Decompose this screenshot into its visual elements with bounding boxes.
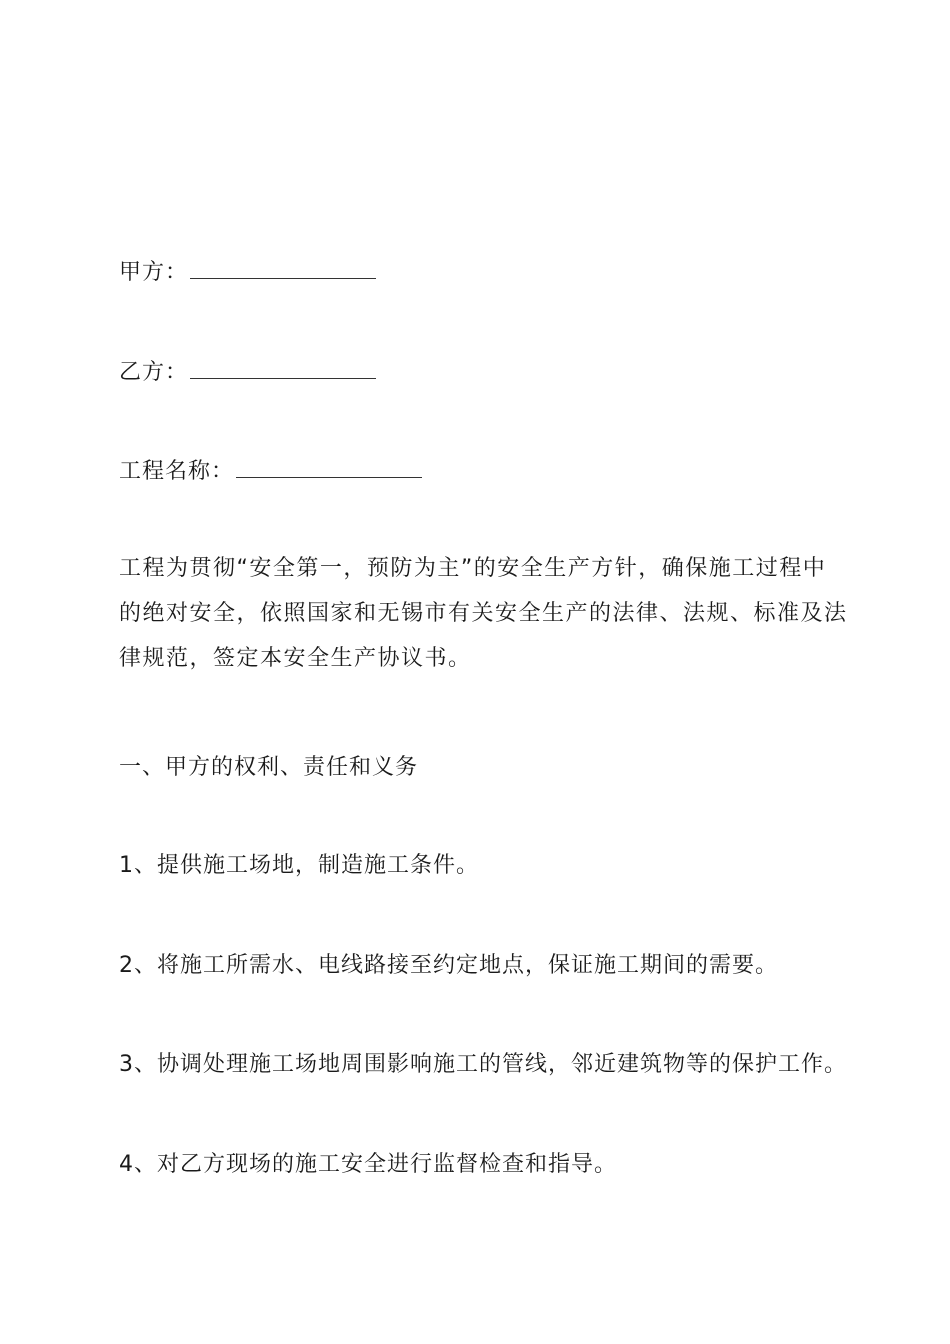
party-a-field: [119, 256, 376, 288]
section-heading: 一、甲方的权利、责任和义务: [119, 755, 419, 780]
intro-line: 的绝对安全，依照国家和无锡市有关安全生产的法律、法规、标准及法: [119, 601, 848, 626]
project-name-label: 工程名称：: [119, 459, 235, 484]
party-a-blank[interactable]: [190, 256, 376, 279]
list-item: 3、协调处理施工场地周围影响施工的管线，邻近建筑物等的保护工作。: [119, 1052, 847, 1077]
party-a-label: 甲方：: [119, 260, 189, 285]
party-b-field: [119, 356, 376, 388]
list-item: 2、将施工所需水、电线路接至约定地点，保证施工期间的需要。: [119, 953, 778, 978]
project-name-field: [119, 455, 422, 487]
party-b-label: 乙方：: [119, 360, 189, 385]
intro-paragraph: [119, 546, 848, 681]
list-item: 4、对乙方现场的施工安全进行监督检查和指导。: [119, 1152, 617, 1177]
intro-line: 工程为贯彻“安全第一，预防为主”的安全生产方针，确保施工过程中: [119, 556, 827, 581]
party-b-blank[interactable]: [190, 356, 376, 379]
project-name-blank[interactable]: [236, 455, 422, 478]
list-item: 1、提供施工场地，制造施工条件。: [119, 853, 479, 878]
intro-line: 律规范，签定本安全生产协议书。: [119, 646, 472, 671]
